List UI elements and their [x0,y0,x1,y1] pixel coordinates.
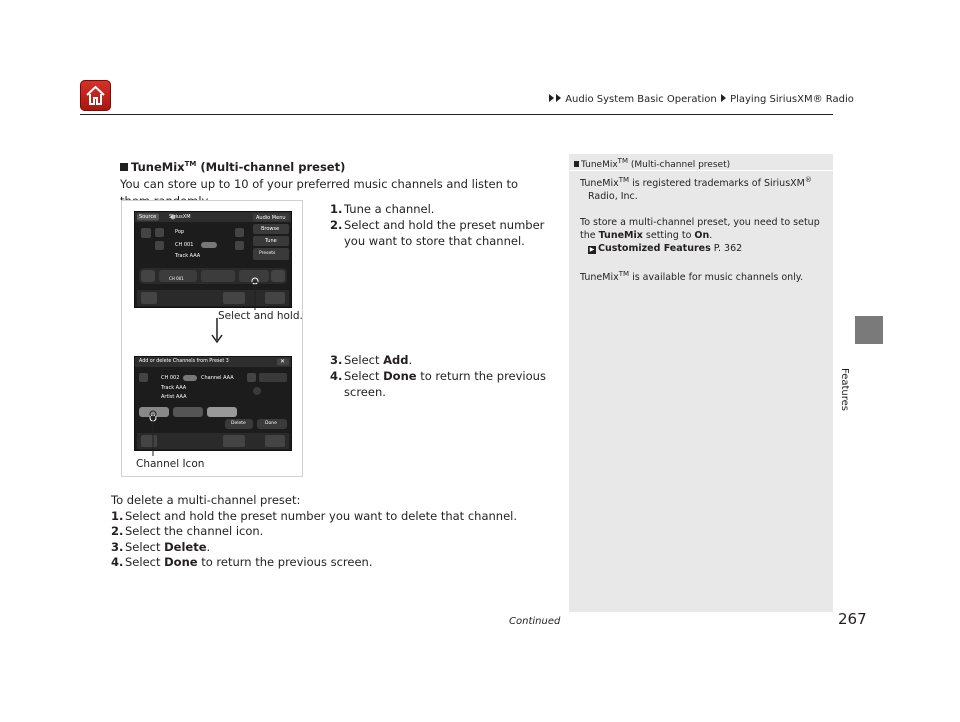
sidebar-paragraph: TuneMix™ is available for music channels only. [580,270,804,284]
screen1-service-label: SiriusXM [169,214,191,220]
cross-reference-link[interactable]: ▶ Customized Features P. 362 [589,243,743,255]
sidebar-paragraph: To store a multi-channel preset, you need to setup the TuneMix setting to On. ▶ Customized Features P. 362 [580,217,820,255]
section-intro-text: You can store up to 10 of your preferred music channels and listen to [120,176,519,191]
screen1-genre: Pop [175,229,185,235]
screen2-artist: Artist AAA [161,394,187,400]
step-item: 1. Select and hold the preset number you want to delete that channel. [111,508,517,523]
breadcrumb-part-2[interactable]: Playing SiriusXM® Radio [730,94,854,105]
sidebar-divider [569,170,833,171]
step-item: 2. Select and hold the preset number you want to store that channel. [330,218,545,248]
sidebar-title: TuneMix™ (Multi-channel preset) [574,157,730,170]
screen1-menu-button: Audio Menu [256,215,286,221]
step-item: 1. Tune a channel. [330,202,435,216]
screen2-title: Add or delete Channels from Preset 3 [139,359,229,364]
continued-label: Continued [509,616,561,627]
screen1-channel: CH 001 [175,242,194,248]
sidebar-paragraph: TuneMix™ is registered trademarks of SiriusXM® Radio, Inc. [580,176,812,203]
screen2-done-button: Done [265,421,277,426]
delete-section [111,493,561,571]
note-marker-icon [574,161,579,167]
arrow-down-icon [211,318,223,344]
home-button[interactable] [80,80,111,111]
screen2-channel: CH 002 [161,375,180,381]
section-bullet-icon [120,163,128,171]
page-number: 267 [838,610,867,628]
screen1-track: Track AAA [175,253,201,259]
screen1-presets-button: Presets [259,251,276,256]
breadcrumb-arrow-icon [549,94,554,102]
step-item: 4. Select Done to return the previous screen. [111,555,373,569]
screen2-track: Track AAA [161,385,187,391]
screen1-preset-channel: CH 001 [169,276,184,281]
step-item: 3. Select Add. [330,353,413,367]
side-tab-marker[interactable] [855,316,883,344]
screen2-channel-name: Channel AAA [201,375,234,381]
screen2-delete-button: Delete [231,421,246,426]
screen1-source-label: Source [139,214,157,220]
preset-screen-graphic [135,357,291,450]
sidebar-body [580,174,825,297]
select-hold-caption: Select and hold. [218,310,303,322]
screen2-close-icon: ✕ [280,358,286,365]
reference-arrow-icon: ▶ [589,246,595,254]
callout-line-icon [250,280,260,310]
step-item: 4. Select Done to return the previous screen. [330,369,546,399]
callout-line-icon [148,410,158,456]
channel-icon-caption: Channel Icon [136,458,205,470]
store-steps [330,201,550,249]
step-item: 2. Select the channel icon. [111,524,264,538]
breadcrumb-arrow-icon [721,94,726,102]
audio-screen-illustration [134,211,292,308]
breadcrumb-part-1[interactable]: Audio System Basic Operation [565,94,717,105]
screen1-tune-button: Tune [265,238,277,244]
breadcrumb-arrow-icon [556,94,561,102]
side-tab-label: Features [839,368,850,411]
delete-intro: To delete a multi-channel preset: [111,493,301,507]
home-icon [84,84,107,107]
breadcrumb [548,94,854,105]
add-steps [330,352,560,400]
header-divider [80,114,833,115]
section-heading: TuneMix™ (Multi-channel preset) [120,156,560,176]
step-item: 3. Select Delete. [111,539,211,554]
screen1-browse-button: Browse [261,226,280,232]
